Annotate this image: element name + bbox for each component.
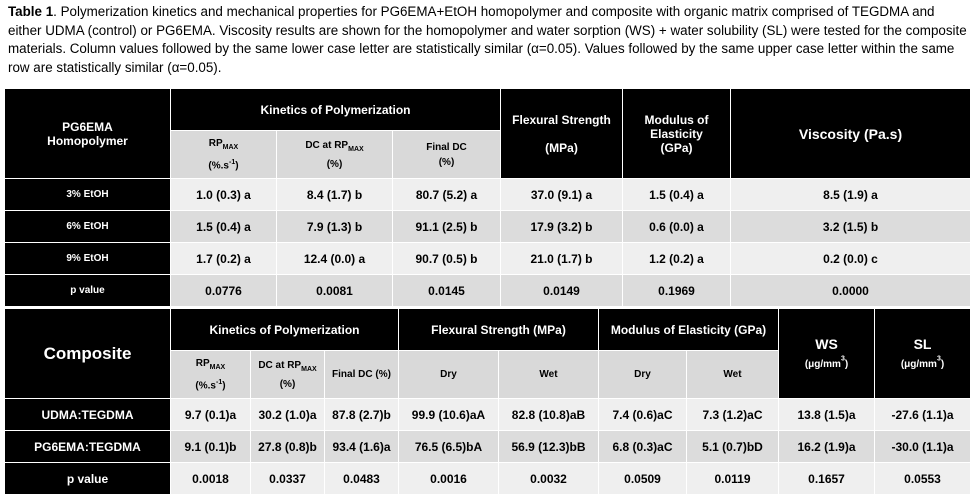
ws-header [779, 309, 875, 399]
final-main: Final DC [426, 141, 467, 153]
cell-rp: 1.7 (0.2) a [171, 243, 277, 275]
cell-mod-wet: 5.1 (0.7)bD [687, 431, 779, 463]
cell-flex-wet: 82.8 (10.8)aB [499, 399, 599, 431]
cell-sl: 0.0553 [875, 463, 971, 495]
rp-sup: -1 [228, 158, 236, 166]
cell-dc-rp: 0.0337 [251, 463, 325, 495]
sl-sup: 3 [936, 355, 941, 363]
flexural-line2: (MPa) [545, 140, 578, 155]
cell-sl: -30.0 (1.1)a [875, 431, 971, 463]
homopolymer-table [4, 88, 971, 307]
row-label: p value [5, 463, 171, 495]
cell-flexural: 37.0 (9.1) a [501, 179, 623, 211]
cell-flexural: 17.9 (3.2) b [501, 211, 623, 243]
modulus-wet-subheader: Wet [687, 351, 779, 399]
table-row [5, 463, 971, 495]
cell-flexural: 21.0 (1.7) b [501, 243, 623, 275]
cell-viscosity: 8.5 (1.9) a [731, 179, 971, 211]
flexural-line1: Flexural Strength [512, 112, 611, 127]
rp-unit: (%.s [208, 160, 229, 172]
cell-ws: 13.8 (1.5)a [779, 399, 875, 431]
cell-ws: 16.2 (1.9)a [779, 431, 875, 463]
cell-rp: 1.0 (0.3) a [171, 179, 277, 211]
table-row [5, 211, 971, 243]
flexural-wet-subheader: Wet [499, 351, 599, 399]
row-label: 6% EtOH [5, 211, 171, 243]
cell-rp: 0.0018 [171, 463, 251, 495]
cell-flexural: 0.0149 [501, 275, 623, 307]
table-row [5, 243, 971, 275]
table-caption [8, 3, 968, 77]
corner-line2: Homopolymer [47, 133, 128, 148]
table-row [5, 179, 971, 211]
cell-dc-rp: 8.4 (1.7) b [277, 179, 393, 211]
dc-main: DC at RP [258, 359, 302, 371]
composite-table [4, 308, 971, 495]
modulus-header [623, 89, 731, 179]
kinetics-header: Kinetics of Polymerization [171, 89, 501, 131]
cell-final-dc: 90.7 (0.5) b [393, 243, 501, 275]
cell-viscosity: 0.0000 [731, 275, 971, 307]
cell-mod-dry: 0.0509 [599, 463, 687, 495]
row-label: p value [5, 275, 171, 307]
composite-dc-at-rp-subheader [251, 351, 325, 399]
dc-sub: MAX [301, 365, 317, 373]
cell-ws: 0.1657 [779, 463, 875, 495]
row-label: PG6EMA:TEGDMA [5, 431, 171, 463]
modulus-line1: Modulus of [644, 112, 709, 127]
rp-main: RP [195, 357, 210, 369]
cell-rp: 1.5 (0.4) a [171, 211, 277, 243]
composite-final-dc-subheader: Final DC (%) [325, 351, 399, 399]
cell-final-dc: 93.4 (1.6)a [325, 431, 399, 463]
cell-viscosity: 0.2 (0.0) c [731, 243, 971, 275]
final-dc-subheader [393, 131, 501, 179]
ws-title: WS [815, 335, 838, 352]
ws-sup: 3 [840, 355, 845, 363]
cell-mod-dry: 7.4 (0.6)aC [599, 399, 687, 431]
cell-viscosity: 3.2 (1.5) b [731, 211, 971, 243]
cell-rp: 9.7 (0.1)a [171, 399, 251, 431]
rp-sub: MAX [209, 363, 226, 371]
flexural-header [501, 89, 623, 179]
flexural-dry-subheader: Dry [399, 351, 499, 399]
rp-sub: MAX [222, 143, 239, 151]
cell-final-dc: 0.0483 [325, 463, 399, 495]
sl-title: SL [913, 335, 932, 352]
cell-dc-rp: 0.0081 [277, 275, 393, 307]
cell-mod-wet: 7.3 (1.2)aC [687, 399, 779, 431]
corner-line1: PG6EMA [62, 119, 113, 134]
cell-flex-dry: 99.9 (10.6)aA [399, 399, 499, 431]
rp-max-subheader [171, 131, 277, 179]
cell-mod-wet: 0.0119 [687, 463, 779, 495]
cell-dc-rp: 7.9 (1.3) b [277, 211, 393, 243]
composite-kinetics-header: Kinetics of Polymerization [171, 309, 399, 351]
composite-flexural-header: Flexural Strength (MPa) [399, 309, 599, 351]
rp-close: ) [235, 160, 239, 172]
dc-sub: MAX [348, 145, 364, 153]
row-label: 9% EtOH [5, 243, 171, 275]
cell-mod-dry: 6.8 (0.3)aC [599, 431, 687, 463]
homopolymer-corner-header [5, 89, 171, 179]
composite-rp-max-subheader [171, 351, 251, 399]
cell-flex-wet: 0.0032 [499, 463, 599, 495]
cell-final-dc: 87.8 (2.7)b [325, 399, 399, 431]
cell-flex-dry: 0.0016 [399, 463, 499, 495]
cell-modulus: 1.5 (0.4) a [623, 179, 731, 211]
ws-unit: (μg/mm [804, 358, 841, 370]
cell-dc-rp: 12.4 (0.0) a [277, 243, 393, 275]
row-label: 3% EtOH [5, 179, 171, 211]
caption-label: Table 1 [8, 4, 54, 19]
sl-close: ) [940, 358, 945, 370]
cell-sl: -27.6 (1.1)a [875, 399, 971, 431]
cell-final-dc: 0.0145 [393, 275, 501, 307]
cell-modulus: 0.6 (0.0) a [623, 211, 731, 243]
viscosity-header: Viscosity (Pa.s) [731, 89, 971, 179]
ws-close: ) [844, 358, 849, 370]
cell-final-dc: 80.7 (5.2) a [393, 179, 501, 211]
table-row [5, 431, 971, 463]
table-row [5, 399, 971, 431]
modulus-dry-subheader: Dry [599, 351, 687, 399]
cell-modulus: 1.2 (0.2) a [623, 243, 731, 275]
cell-flex-wet: 56.9 (12.3)bB [499, 431, 599, 463]
row-label: UDMA:TEGDMA [5, 399, 171, 431]
cell-dc-rp: 27.8 (0.8)b [251, 431, 325, 463]
modulus-line2: Elasticity [650, 126, 703, 141]
sl-unit: (μg/mm [900, 358, 937, 370]
dc-unit: (%) [279, 378, 296, 390]
dc-unit: (%) [326, 158, 343, 170]
rp-main: RP [208, 137, 223, 149]
dc-main: DC at RP [305, 139, 349, 151]
rp-unit: (%.s [195, 380, 216, 392]
cell-dc-rp: 30.2 (1.0)a [251, 399, 325, 431]
cell-flex-dry: 76.5 (6.5)bA [399, 431, 499, 463]
modulus-line3: (GPa) [660, 140, 693, 155]
caption-text: . Polymerization kinetics and mechanical properties for PG6EMA+EtOH homopolymer and composite with organic matrix comprised of TEGDMA and either UDMA (control) or PG6EMA. Viscosity results are shown for the homopolymer and water sorption (WS) + water solubility (SL) were tested for the composite materials. Column values followed by the same lower case letter are statistically similar (α=0.05). Values followed by the same upper case letter within the same row are statistically similar (α=0.05). [8, 4, 967, 75]
final-unit: (%) [438, 156, 455, 168]
cell-rp: 0.0776 [171, 275, 277, 307]
rp-sup: -1 [215, 378, 223, 386]
cell-final-dc: 91.1 (2.5) b [393, 211, 501, 243]
cell-rp: 9.1 (0.1)b [171, 431, 251, 463]
cell-modulus: 0.1969 [623, 275, 731, 307]
composite-corner-header: Composite [5, 309, 171, 399]
table-row [5, 275, 971, 307]
sl-header [875, 309, 971, 399]
dc-at-rp-subheader [277, 131, 393, 179]
rp-close: ) [222, 380, 226, 392]
composite-modulus-header: Modulus of Elasticity (GPa) [599, 309, 779, 351]
